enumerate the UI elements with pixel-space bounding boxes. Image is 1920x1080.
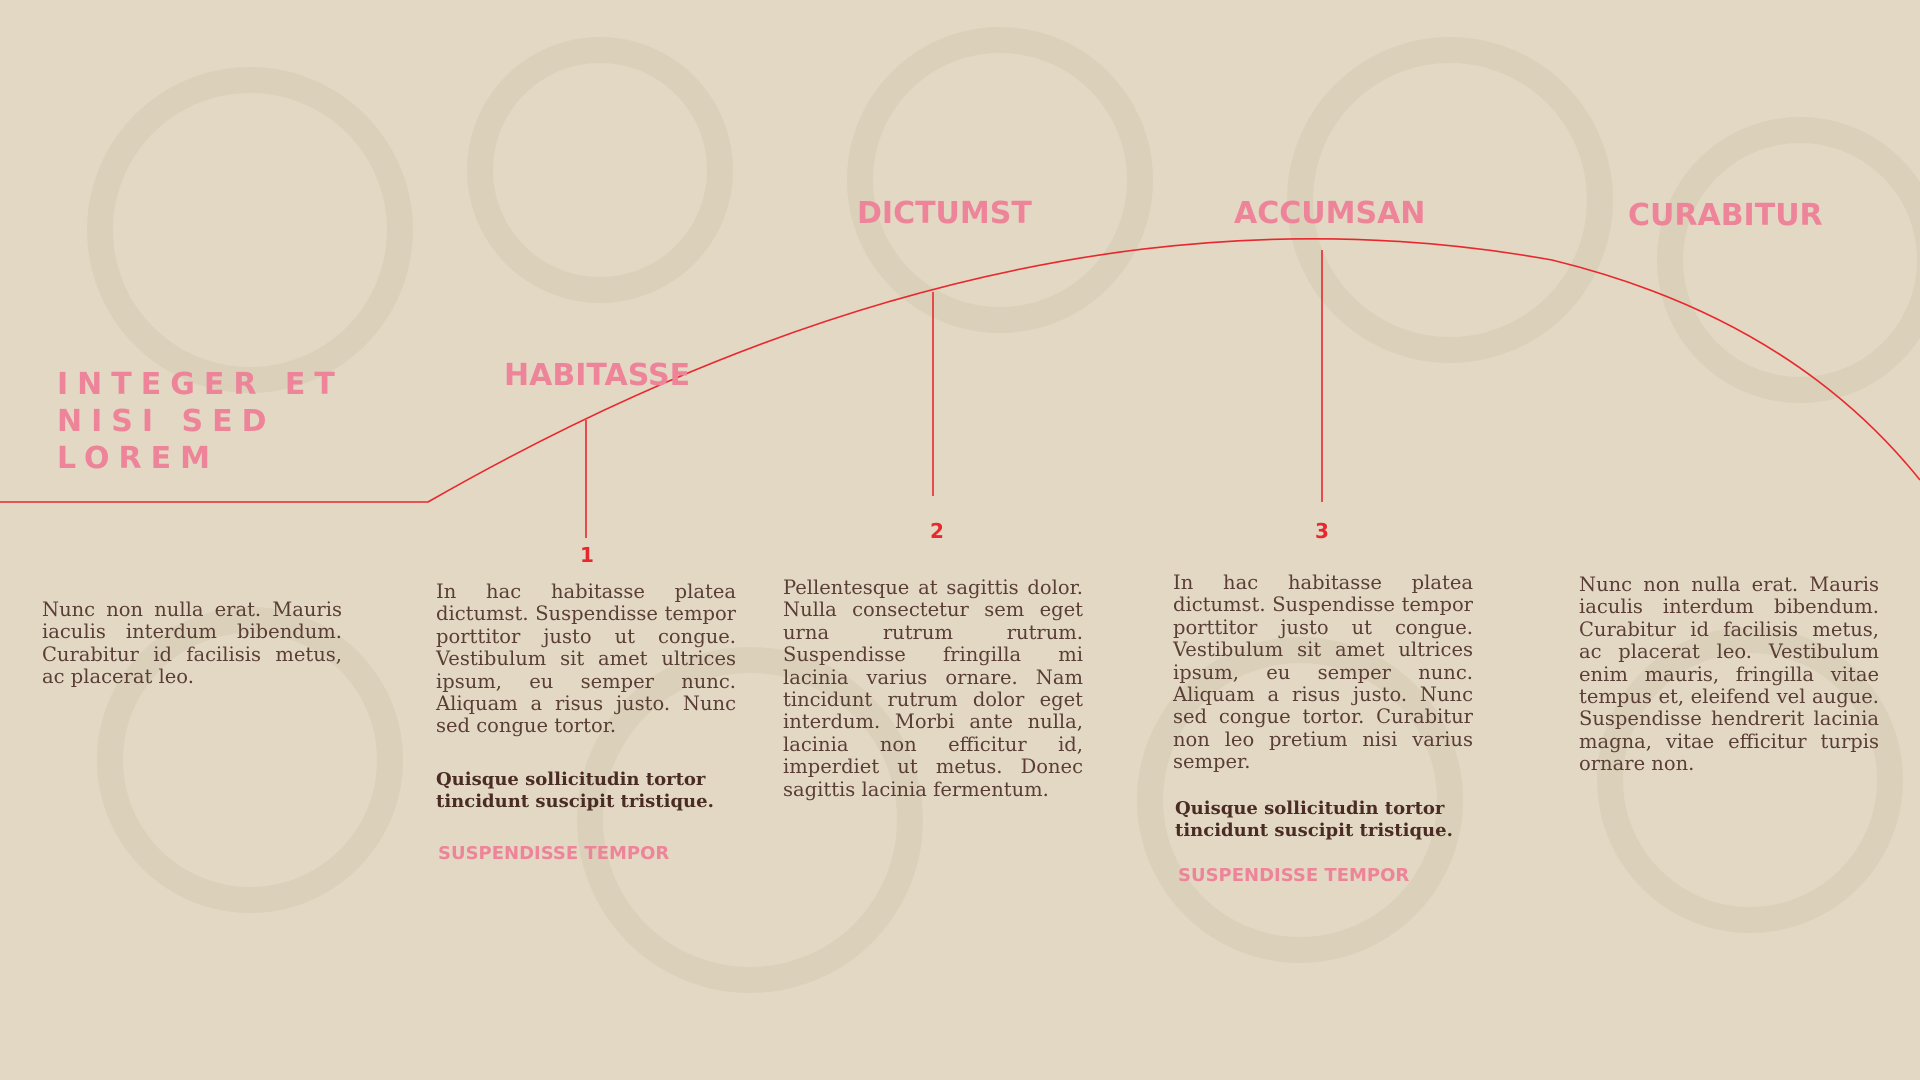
milestone-number: 3 <box>1315 519 1329 543</box>
milestone-text: In hac habitasse platea dictumst. Suspendisse tempor porttitor justo ut congue. Vestibulum sit amet ultrices ipsum, eu semper nunc. Aliquam a risus justo. Nunc sed congue tortor. <box>436 580 736 738</box>
milestone-heading: HABITASSE <box>504 358 691 393</box>
main-title-line: INTEGER ET <box>57 367 344 402</box>
milestone-number: 2 <box>930 519 944 543</box>
milestone-heading: DICTUMST <box>857 196 1032 231</box>
intro-text: Nunc non nulla erat. Mauris iaculis interdum bibendum. Curabitur id facilisis metus, ac placerat leo. <box>42 598 342 689</box>
milestone-subheading: SUSPENDISSE TEMPOR <box>438 843 670 864</box>
milestone-subheading: SUSPENDISSE TEMPOR <box>1178 865 1410 886</box>
milestone-text: Pellentesque at sagittis dolor. Nulla consectetur sem eget urna rutrum rutrum. Suspendisse fringilla mi lacinia varius ornare. Nam tincidunt rutrum dolor eget interdum. Morbi ante nulla, lacinia non efficitur id, imperdiet ut metus. Donec sagittis lacinia fermentum. <box>783 576 1083 801</box>
milestone-bold-text: Quisque sollicitudin tortor tincidunt suscipit tristique. <box>1175 798 1453 841</box>
milestone-bold-text: Quisque sollicitudin tortor tincidunt suscipit tristique. <box>436 769 714 812</box>
main-title-line: LOREM <box>57 441 219 476</box>
milestone-heading: ACCUMSAN <box>1234 196 1426 231</box>
milestone-heading: CURABITUR <box>1628 198 1823 233</box>
main-title-line: NISI SED <box>57 404 276 439</box>
milestone-text: Nunc non nulla erat. Mauris iaculis interdum bibendum. Curabitur id facilisis metus, ac placerat leo. Vestibulum enim mauris, fringilla vitae tempus et, eleifend vel augue. Suspendisse hendrerit lacinia magna, vitae efficitur turpis ornare non. <box>1579 573 1879 776</box>
milestone-text: In hac habitasse platea dictumst. Suspendisse tempor porttitor justo ut congue. Vestibulum sit amet ultrices ipsum, eu semper nunc. Aliquam a risus justo. Nunc sed congue tortor. Curabitur non leo pretium nisi varius semper. <box>1173 571 1473 774</box>
milestone-number: 1 <box>580 543 594 567</box>
main-title <box>57 366 344 477</box>
